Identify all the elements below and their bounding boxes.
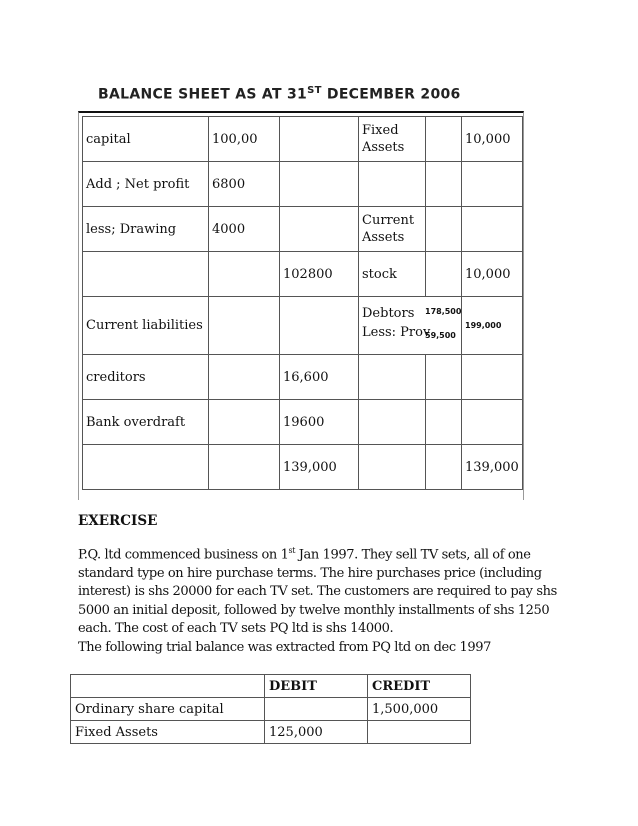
table-cell bbox=[368, 721, 471, 744]
table-cell bbox=[359, 445, 426, 490]
debit-header: DEBIT bbox=[265, 675, 368, 698]
table-cell: 139,000 bbox=[462, 445, 523, 490]
table-cell bbox=[359, 162, 426, 207]
table-cell: 100,00 bbox=[209, 117, 280, 162]
table-cell: Add ; Net profit bbox=[83, 162, 209, 207]
table-cell bbox=[426, 162, 462, 207]
table-cell bbox=[426, 445, 462, 490]
table-cell: 16,600 bbox=[280, 355, 359, 400]
exercise-heading: EXERCISE bbox=[78, 513, 158, 529]
trial-balance-table bbox=[70, 674, 471, 744]
table-cell bbox=[359, 400, 426, 445]
table-cell bbox=[280, 207, 359, 252]
table-header-row bbox=[71, 675, 471, 698]
table-cell bbox=[209, 445, 280, 490]
table-cell bbox=[462, 162, 523, 207]
paragraph-text-b: Jan 1997. They sell TV sets, all of one standard type on hire purchase terms. The hire purchases price (including interest) is shs 20000 for each TV set. The customers are required to pay shs 5000 an initial deposit, followed by twelve monthly installments of shs 1250 each. The cost of each TV sets PQ ltd is shs 14000. bbox=[78, 547, 557, 637]
credit-header: CREDIT bbox=[368, 675, 471, 698]
title-suffix: DECEMBER 2006 bbox=[321, 86, 461, 103]
table-cell bbox=[462, 400, 523, 445]
table-cell: 4000 bbox=[209, 207, 280, 252]
table-cell bbox=[426, 252, 462, 297]
debtors-amount: 178,500 bbox=[425, 307, 462, 316]
table-cell: Current Assets bbox=[359, 207, 426, 252]
table-cell bbox=[83, 445, 209, 490]
table-cell: 6800 bbox=[209, 162, 280, 207]
table-row bbox=[83, 297, 523, 355]
table-cell: 10,000 bbox=[462, 252, 523, 297]
debtors-cell bbox=[359, 297, 462, 355]
table-cell: Current liabilities bbox=[83, 297, 209, 355]
table-cell: Fixed Assets bbox=[71, 721, 265, 744]
table-cell bbox=[462, 207, 523, 252]
table-row bbox=[83, 355, 523, 400]
table-cell bbox=[426, 400, 462, 445]
table-cell: Fixed Assets bbox=[359, 117, 426, 162]
net-debtors-amount: 199,000 bbox=[462, 297, 523, 355]
exercise-paragraph bbox=[78, 542, 558, 639]
debtors-label: Debtors bbox=[362, 306, 415, 321]
table-row bbox=[83, 207, 523, 252]
table-row bbox=[83, 400, 523, 445]
ordinal-superscript: st bbox=[288, 546, 296, 555]
less-provision-label: Less: Prov bbox=[362, 325, 431, 340]
title-prefix: BALANCE SHEET AS AT 31 bbox=[98, 86, 308, 103]
table-cell: Bank overdraft bbox=[83, 400, 209, 445]
table-cell bbox=[359, 355, 426, 400]
table-cell bbox=[280, 117, 359, 162]
table-row bbox=[71, 698, 471, 721]
table-cell: 19600 bbox=[280, 400, 359, 445]
table-cell bbox=[426, 207, 462, 252]
table-row bbox=[71, 721, 471, 744]
balance-sheet-table bbox=[82, 116, 523, 490]
table-cell: capital bbox=[83, 117, 209, 162]
table-cell bbox=[265, 698, 368, 721]
trial-balance-intro: The following trial balance was extracted from PQ ltd on dec 1997 bbox=[78, 640, 491, 655]
table-row bbox=[83, 117, 523, 162]
table-cell: 102800 bbox=[280, 252, 359, 297]
table-cell: 125,000 bbox=[265, 721, 368, 744]
table-cell: creditors bbox=[83, 355, 209, 400]
table-cell: less; Drawing bbox=[83, 207, 209, 252]
table-row bbox=[83, 445, 523, 490]
table-header-cell bbox=[71, 675, 265, 698]
table-cell: stock bbox=[359, 252, 426, 297]
table-cell bbox=[426, 117, 462, 162]
table-row bbox=[83, 252, 523, 297]
title-superscript: ST bbox=[307, 85, 322, 96]
table-row bbox=[83, 162, 523, 207]
table-cell: 139,000 bbox=[280, 445, 359, 490]
table-cell bbox=[426, 355, 462, 400]
balance-sheet-title bbox=[98, 85, 461, 103]
table-cell bbox=[83, 252, 209, 297]
table-cell bbox=[209, 355, 280, 400]
table-cell bbox=[462, 355, 523, 400]
paragraph-text-a: P.Q. ltd commenced business on 1 bbox=[78, 547, 289, 563]
provision-amount: 59,500 bbox=[425, 331, 456, 340]
table-cell bbox=[280, 162, 359, 207]
table-cell: 10,000 bbox=[462, 117, 523, 162]
table-cell bbox=[209, 297, 280, 355]
table-cell bbox=[209, 252, 280, 297]
table-cell: Ordinary share capital bbox=[71, 698, 265, 721]
table-cell bbox=[280, 297, 359, 355]
table-cell bbox=[209, 400, 280, 445]
table-cell: 1,500,000 bbox=[368, 698, 471, 721]
